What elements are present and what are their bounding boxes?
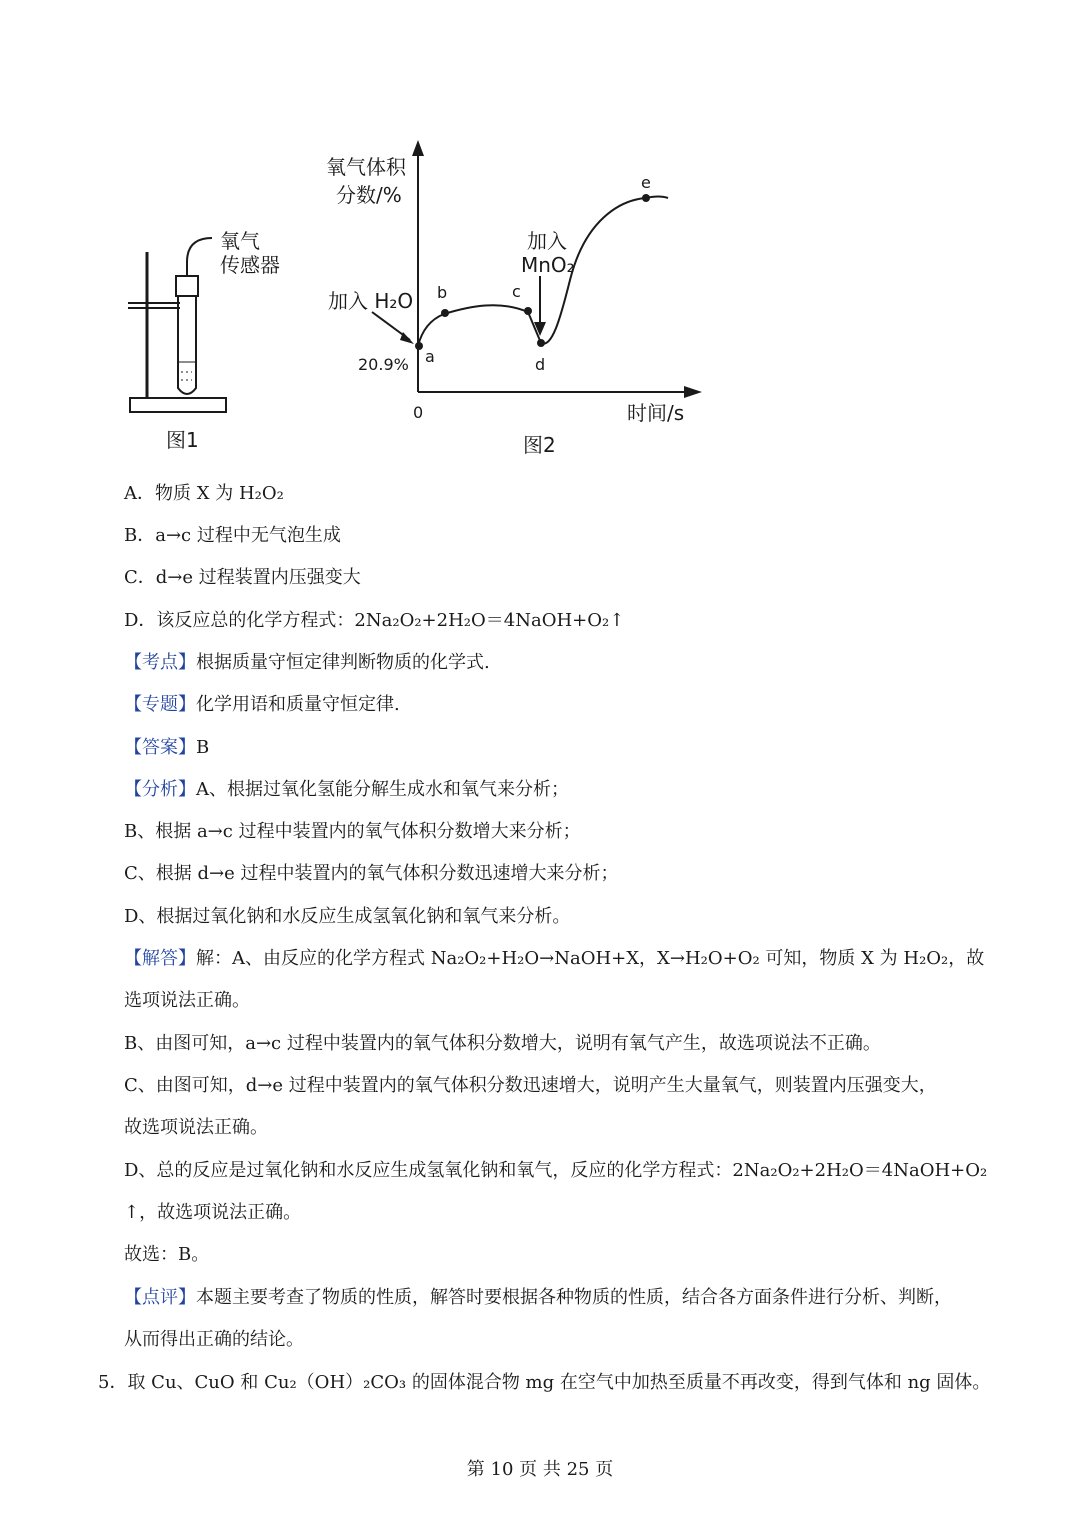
sensor-cable: [187, 238, 212, 262]
dianping-text-1: 本题主要考查了物质的性质，解答时要根据各种物质的性质，结合各方面条件进行分析、判断，: [196, 1287, 952, 1308]
figure1-apparatus: [128, 238, 226, 412]
option-c: C．d→e 过程装置内压强变大: [124, 567, 361, 588]
dianping-tag: 【点评】: [124, 1287, 196, 1308]
x-label: 时间/s: [627, 401, 685, 425]
daan-text: B: [196, 737, 210, 758]
add-water-label: 加入 H₂O: [328, 289, 414, 313]
point-a: [415, 342, 423, 350]
origin-label: 0: [413, 403, 424, 422]
daan-line: [124, 735, 209, 761]
dianping-line-1: [124, 1285, 952, 1311]
label-a: a: [425, 347, 435, 366]
y-label-1: 氧气体积: [326, 155, 406, 179]
zhuanti-line: [124, 692, 400, 718]
add-mno2-label-1: 加入: [527, 229, 567, 253]
jieda-line-8: 故选：B。: [124, 1244, 210, 1265]
page-footer: 第 10 页 共 25 页: [466, 1459, 614, 1480]
fenxi-line-2: B、根据 a→c 过程中装置内的氧气体积分数增大来分析；: [124, 821, 581, 842]
jieda-line-7: ↑，故选项说法正确。: [124, 1202, 302, 1223]
jieda-text-1: 解：A、由反应的化学方程式 Na₂O₂+H₂O→NaOH+X，X→H₂O+O₂ 可知，物质 X 为 H₂O₂，故: [196, 948, 985, 969]
point-c: [524, 307, 532, 315]
sensor-label-1: 氧气: [220, 229, 260, 253]
kaodian-text: 根据质量守恒定律判断物质的化学式.: [196, 652, 490, 673]
zhuanti-text: 化学用语和质量守恒定律.: [196, 694, 400, 715]
point-e: [642, 194, 650, 202]
label-d: d: [535, 355, 546, 374]
add-mno2-label-2: MnO₂: [521, 253, 575, 277]
option-b: B．a→c 过程中无气泡生成: [124, 525, 341, 546]
jieda-tag: 【解答】: [124, 948, 196, 969]
label-b: b: [437, 283, 448, 302]
label-e: e: [641, 173, 651, 192]
figure2-caption: 图2: [523, 433, 556, 457]
figures: [0, 0, 1080, 470]
y-axis-arrow: [412, 140, 424, 156]
jieda-line-6: D、总的反应是过氧化钠和水反应生成氢氧化钠和氧气，反应的化学方程式：2Na₂O₂+2H₂O＝4NaOH+O₂: [124, 1160, 988, 1181]
jieda-line-5: 故选项说法正确。: [124, 1117, 268, 1138]
jieda-line-2: 选项说法正确。: [124, 990, 250, 1011]
fenxi-line-3: C、根据 d→e 过程中装置内的氧气体积分数迅速增大来分析；: [124, 863, 619, 884]
start-value-label: 20.9%: [358, 355, 409, 374]
figure1-caption: 图1: [166, 428, 199, 452]
point-b: [441, 309, 449, 317]
stand-base: [130, 398, 226, 412]
test-tube: [178, 296, 196, 394]
jieda-line-4: C、由图可知，d→e 过程中装置内的氧气体积分数迅速增大，说明产生大量氧气，则装置内压强变大，: [124, 1075, 937, 1096]
fenxi-text-1: A、根据过氧化氢能分解生成水和氧气来分析；: [196, 779, 569, 800]
x-axis-arrow: [684, 386, 702, 398]
fenxi-line-4: D、根据过氧化钠和水反应生成氢氧化钠和氧气来分析。: [124, 906, 571, 927]
stopper: [176, 276, 198, 296]
kaodian-line: [124, 650, 490, 676]
sensor-label-2: 传感器: [220, 253, 280, 277]
daan-tag: 【答案】: [124, 737, 196, 758]
option-a: A．物质 X 为 H₂O₂: [124, 483, 284, 504]
y-label-2: 分数/%: [336, 183, 402, 207]
option-d: D．该反应总的化学方程式：2Na₂O₂+2H₂O＝4NaOH+O₂↑: [124, 610, 625, 631]
fenxi-line-1: [124, 777, 569, 803]
dianping-line-2: 从而得出正确的结论。: [124, 1329, 304, 1350]
jieda-line-3: B、由图可知，a→c 过程中装置内的氧气体积分数增大，说明有氧气产生，故选项说法不正确。: [124, 1033, 881, 1054]
fenxi-tag: 【分析】: [124, 779, 196, 800]
point-d: [537, 339, 545, 347]
question-5: 5．取 Cu、CuO 和 Cu₂（OH）₂CO₃ 的固体混合物 mg 在空气中加热至质量不再改变，得到气体和 ng 固体。: [98, 1372, 991, 1393]
jieda-line-1: [124, 946, 984, 972]
label-c: c: [512, 282, 521, 301]
kaodian-tag: 【考点】: [124, 652, 196, 673]
zhuanti-tag: 【专题】: [124, 694, 196, 715]
